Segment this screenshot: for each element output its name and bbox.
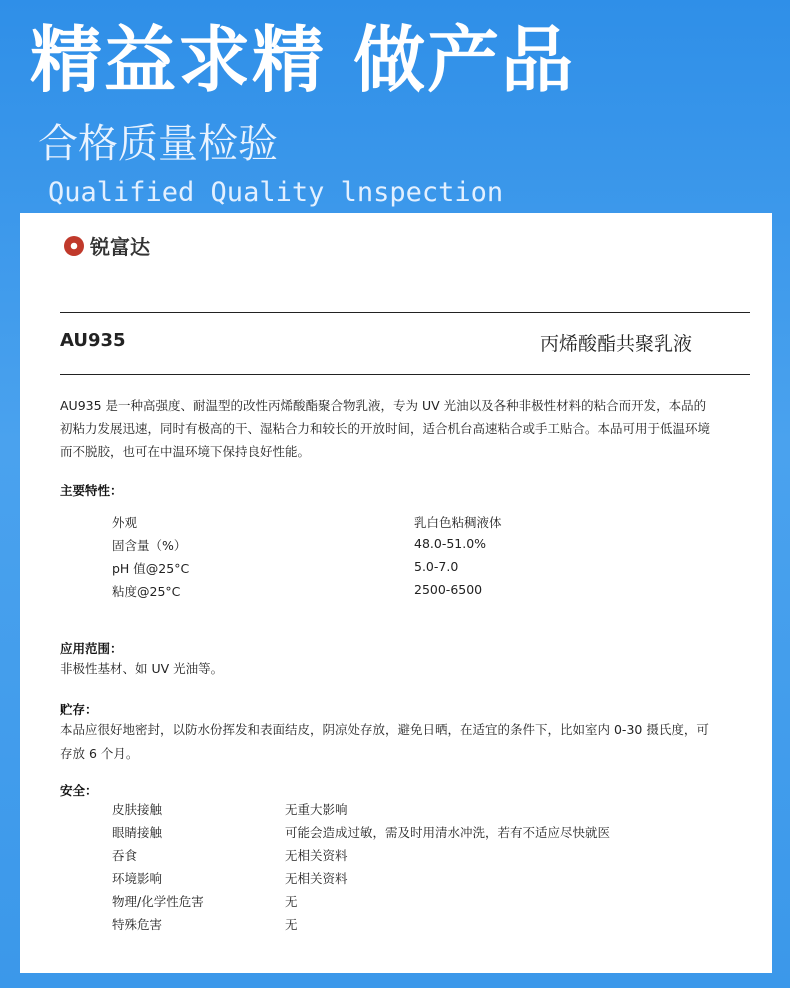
datasheet-page [20, 213, 772, 973]
storage-heading: 贮存： [60, 702, 98, 717]
safety-row [112, 846, 712, 869]
header-divider-bottom [60, 374, 750, 375]
safety-item-value: 无相关资料 [285, 848, 348, 863]
safety-row [112, 823, 712, 846]
safety-item-name: 特殊危害 [112, 917, 163, 932]
property-row [112, 536, 712, 559]
safety-item-name: 吞食 [112, 848, 138, 863]
safety-table [112, 800, 712, 938]
property-row [112, 513, 712, 536]
product-intro: AU935 是一种高强度、耐温型的改性丙烯酸酯聚合物乳液，专为 UV 光油以及各种非极性材料的粘合而开发，本品的初粘力发展迅速，同时有极高的干、湿粘合力和较长的开放时间，适合机台高速粘合或手工贴合。本品可用于低温环境而不脱胶，也可在中温环境下保持良好性能。 [60, 398, 711, 459]
banner-title: 精益求精 做产品 [30, 18, 576, 102]
application-text: 非极性基材、如 UV 光油等。 [60, 661, 224, 676]
brand-logo [64, 231, 150, 260]
property-row [112, 559, 712, 582]
product-name: 丙烯酸酯共聚乳液 [539, 333, 692, 355]
banner-english-subtitle: Qualified Quality lnspection [48, 177, 504, 208]
property-value: 乳白色粘稠液体 [414, 515, 502, 530]
safety-item-value: 无相关资料 [285, 871, 348, 886]
property-row [112, 582, 712, 605]
safety-row [112, 869, 712, 892]
safety-item-value: 可能会造成过敏，需及时用清水冲洗，若有不适应尽快就医 [285, 825, 611, 840]
property-name: 固含量（%） [112, 538, 187, 553]
property-name: 粘度@25°C [112, 584, 181, 599]
safety-row [112, 800, 712, 823]
property-value: 48.0-51.0% [414, 536, 487, 551]
properties-heading: 主要特性： [60, 483, 123, 498]
brand-name: 锐富达 [90, 235, 150, 259]
safety-item-name: 眼睛接触 [112, 825, 163, 840]
property-name: 外观 [112, 515, 138, 530]
safety-row [112, 892, 712, 915]
property-name: pH 值@25°C [112, 561, 190, 576]
safety-item-name: 环境影响 [112, 871, 163, 886]
safety-item-value: 无 [285, 917, 298, 932]
brand-logo-icon [64, 236, 84, 256]
safety-row [112, 915, 712, 938]
properties-table [112, 513, 712, 605]
safety-item-value: 无重大影响 [285, 802, 348, 817]
property-value: 2500-6500 [414, 582, 483, 597]
safety-heading: 安全： [60, 783, 98, 798]
safety-item-value: 无 [285, 894, 298, 909]
safety-item-name: 物理/化学性危害 [112, 894, 204, 909]
application-heading: 应用范围： [60, 641, 123, 656]
safety-item-name: 皮肤接触 [112, 802, 163, 817]
product-code: AU935 [60, 330, 126, 351]
property-value: 5.0-7.0 [414, 559, 459, 574]
header-divider-top [60, 312, 750, 313]
storage-text: 本品应很好地密封，以防水份挥发和表面结皮，阴凉处存放，避免日晒，在适宜的条件下，比如室内 0-30 摄氏度，可存放 6 个月。 [60, 722, 709, 761]
banner-subtitle: 合格质量检验 [38, 121, 278, 167]
